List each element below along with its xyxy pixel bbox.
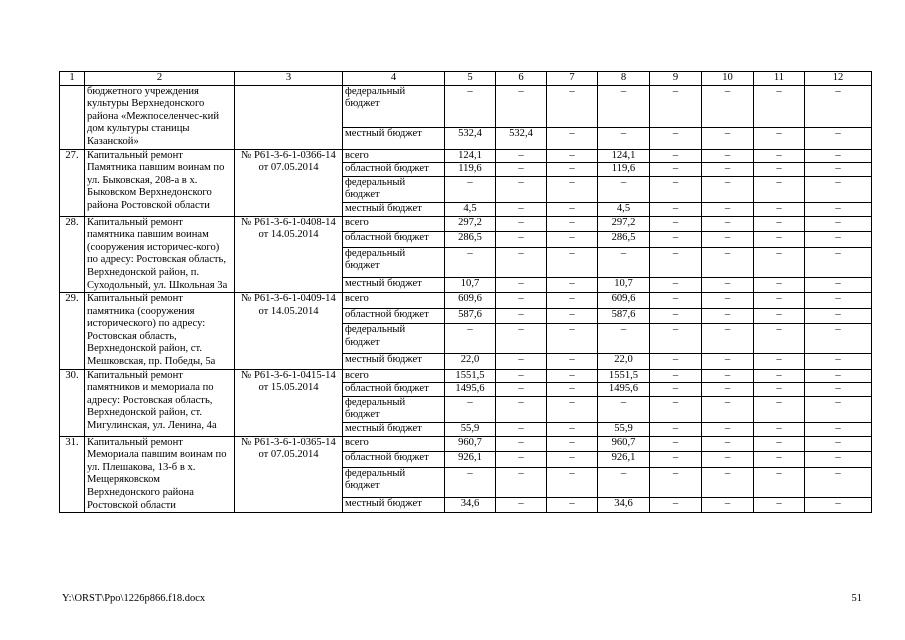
value-cell-7: – bbox=[547, 277, 598, 293]
value-cell-5: 4,5 bbox=[445, 202, 496, 216]
value-cell-10: – bbox=[702, 467, 754, 497]
header-cell: 3 bbox=[235, 72, 343, 86]
footer-file-path: Y:\ORST\Ppo\1226p866.f18.docx bbox=[62, 593, 206, 604]
value-cell-11: – bbox=[754, 127, 805, 149]
object-name-cell: Капитальный ремонт памятника павшим воинам (сооружения историчес-кого) по адресу: Ростовская область, Верхнедонской район, п. Суходольный, ул. Школьная 3а bbox=[85, 216, 235, 293]
header-cell: 9 bbox=[650, 72, 702, 86]
value-cell-8: 960,7 bbox=[598, 436, 650, 452]
page-number: 51 bbox=[851, 593, 862, 604]
document-cell: № Р61-3-6-1-0409-14 от 14.05.2014 bbox=[235, 293, 343, 370]
value-cell-8: – bbox=[598, 85, 650, 127]
header-row bbox=[60, 72, 872, 86]
value-cell-7: – bbox=[547, 149, 598, 163]
value-cell-8: 22,0 bbox=[598, 354, 650, 370]
funding-source-cell: всего bbox=[343, 216, 445, 232]
funding-source-cell: всего bbox=[343, 293, 445, 309]
value-cell-6: – bbox=[496, 216, 547, 232]
value-cell-12: – bbox=[805, 436, 872, 452]
value-cell-5: 124,1 bbox=[445, 149, 496, 163]
value-cell-6: – bbox=[496, 176, 547, 202]
header-cell: 5 bbox=[445, 72, 496, 86]
funding-source-cell: федеральный бюджет bbox=[343, 467, 445, 497]
value-cell-12: – bbox=[805, 467, 872, 497]
value-cell-5: – bbox=[445, 176, 496, 202]
value-cell-9: – bbox=[650, 383, 702, 397]
funding-source-cell: местный бюджет bbox=[343, 423, 445, 437]
row-number-cell: 29. bbox=[60, 293, 85, 370]
value-cell-5: 960,7 bbox=[445, 436, 496, 452]
value-cell-10: – bbox=[702, 85, 754, 127]
value-cell-7: – bbox=[547, 127, 598, 149]
value-cell-7: – bbox=[547, 324, 598, 354]
value-cell-9: – bbox=[650, 497, 702, 513]
value-cell-10: – bbox=[702, 452, 754, 468]
table-row bbox=[60, 293, 872, 309]
value-cell-7: – bbox=[547, 308, 598, 324]
value-cell-12: – bbox=[805, 85, 872, 127]
value-cell-7: – bbox=[547, 216, 598, 232]
funding-source-cell: областной бюджет bbox=[343, 452, 445, 468]
value-cell-12: – bbox=[805, 383, 872, 397]
funding-source-cell: местный бюджет bbox=[343, 202, 445, 216]
object-name-cell: Капитальный ремонт Памятника павшим воинам по ул. Быковская, 208-а в х. Быковском Верхнедонского района Ростовской области bbox=[85, 149, 235, 216]
value-cell-8: 286,5 bbox=[598, 232, 650, 248]
value-cell-8: 587,6 bbox=[598, 308, 650, 324]
value-cell-7: – bbox=[547, 247, 598, 277]
funding-source-cell: федеральный бюджет bbox=[343, 247, 445, 277]
value-cell-11: – bbox=[754, 247, 805, 277]
header-cell: 2 bbox=[85, 72, 235, 86]
value-cell-12: – bbox=[805, 293, 872, 309]
value-cell-10: – bbox=[702, 423, 754, 437]
value-cell-7: – bbox=[547, 423, 598, 437]
value-cell-5: 532,4 bbox=[445, 127, 496, 149]
value-cell-8: 297,2 bbox=[598, 216, 650, 232]
value-cell-11: – bbox=[754, 149, 805, 163]
value-cell-11: – bbox=[754, 383, 805, 397]
header-cell: 12 bbox=[805, 72, 872, 86]
object-name-cell: Капитальный ремонт памятника (сооружения исторического) по адресу: Ростовская область, Верхнедонской район, ст. Мешковская, пр. Победы, 5а bbox=[85, 293, 235, 370]
value-cell-12: – bbox=[805, 452, 872, 468]
row-number-cell: 27. bbox=[60, 149, 85, 216]
value-cell-5: 926,1 bbox=[445, 452, 496, 468]
value-cell-12: – bbox=[805, 163, 872, 177]
value-cell-6: – bbox=[496, 369, 547, 383]
value-cell-5: – bbox=[445, 396, 496, 422]
funding-source-cell: местный бюджет bbox=[343, 497, 445, 513]
value-cell-7: – bbox=[547, 497, 598, 513]
header-cell: 6 bbox=[496, 72, 547, 86]
value-cell-5: – bbox=[445, 247, 496, 277]
value-cell-7: – bbox=[547, 163, 598, 177]
budget-table bbox=[59, 71, 872, 513]
value-cell-9: – bbox=[650, 85, 702, 127]
value-cell-7: – bbox=[547, 369, 598, 383]
value-cell-11: – bbox=[754, 293, 805, 309]
value-cell-10: – bbox=[702, 247, 754, 277]
value-cell-9: – bbox=[650, 216, 702, 232]
value-cell-5: – bbox=[445, 85, 496, 127]
value-cell-6: – bbox=[496, 85, 547, 127]
funding-source-cell: федеральный бюджет bbox=[343, 85, 445, 127]
value-cell-9: – bbox=[650, 423, 702, 437]
funding-source-cell: федеральный бюджет bbox=[343, 324, 445, 354]
value-cell-11: – bbox=[754, 216, 805, 232]
table-row bbox=[60, 85, 872, 127]
value-cell-9: – bbox=[650, 324, 702, 354]
value-cell-9: – bbox=[650, 467, 702, 497]
value-cell-7: – bbox=[547, 85, 598, 127]
header-cell: 8 bbox=[598, 72, 650, 86]
value-cell-9: – bbox=[650, 149, 702, 163]
table-row bbox=[60, 216, 872, 232]
value-cell-10: – bbox=[702, 383, 754, 397]
value-cell-10: – bbox=[702, 127, 754, 149]
value-cell-8: – bbox=[598, 396, 650, 422]
value-cell-11: – bbox=[754, 163, 805, 177]
value-cell-7: – bbox=[547, 293, 598, 309]
value-cell-10: – bbox=[702, 293, 754, 309]
document-cell: № Р61-3-6-1-0366-14 от 07.05.2014 bbox=[235, 149, 343, 216]
header-cell: 4 bbox=[343, 72, 445, 86]
value-cell-6: 532,4 bbox=[496, 127, 547, 149]
value-cell-9: – bbox=[650, 308, 702, 324]
value-cell-11: – bbox=[754, 176, 805, 202]
value-cell-7: – bbox=[547, 232, 598, 248]
header-cell: 10 bbox=[702, 72, 754, 86]
value-cell-9: – bbox=[650, 452, 702, 468]
value-cell-9: – bbox=[650, 277, 702, 293]
value-cell-7: – bbox=[547, 396, 598, 422]
value-cell-6: – bbox=[496, 232, 547, 248]
value-cell-9: – bbox=[650, 163, 702, 177]
value-cell-6: – bbox=[496, 452, 547, 468]
value-cell-10: – bbox=[702, 369, 754, 383]
value-cell-6: – bbox=[496, 149, 547, 163]
value-cell-10: – bbox=[702, 232, 754, 248]
document-cell: № Р61-3-6-1-0415-14 от 15.05.2014 bbox=[235, 369, 343, 436]
value-cell-10: – bbox=[702, 149, 754, 163]
value-cell-6: – bbox=[496, 467, 547, 497]
value-cell-11: – bbox=[754, 369, 805, 383]
value-cell-5: 1551,5 bbox=[445, 369, 496, 383]
value-cell-11: – bbox=[754, 85, 805, 127]
value-cell-11: – bbox=[754, 308, 805, 324]
value-cell-12: – bbox=[805, 127, 872, 149]
value-cell-9: – bbox=[650, 176, 702, 202]
value-cell-9: – bbox=[650, 436, 702, 452]
value-cell-12: – bbox=[805, 308, 872, 324]
value-cell-5: 286,5 bbox=[445, 232, 496, 248]
funding-source-cell: областной бюджет bbox=[343, 383, 445, 397]
value-cell-8: 1495,6 bbox=[598, 383, 650, 397]
funding-source-cell: федеральный бюджет bbox=[343, 396, 445, 422]
value-cell-12: – bbox=[805, 247, 872, 277]
value-cell-7: – bbox=[547, 202, 598, 216]
value-cell-7: – bbox=[547, 354, 598, 370]
funding-source-cell: местный бюджет bbox=[343, 277, 445, 293]
value-cell-8: 1551,5 bbox=[598, 369, 650, 383]
value-cell-12: – bbox=[805, 396, 872, 422]
value-cell-12: – bbox=[805, 149, 872, 163]
value-cell-5: 22,0 bbox=[445, 354, 496, 370]
header-cell: 11 bbox=[754, 72, 805, 86]
value-cell-10: – bbox=[702, 308, 754, 324]
value-cell-9: – bbox=[650, 232, 702, 248]
value-cell-8: 4,5 bbox=[598, 202, 650, 216]
value-cell-11: – bbox=[754, 423, 805, 437]
value-cell-6: – bbox=[496, 423, 547, 437]
value-cell-5: 609,6 bbox=[445, 293, 496, 309]
table-row bbox=[60, 369, 872, 383]
value-cell-8: 119,6 bbox=[598, 163, 650, 177]
value-cell-5: 297,2 bbox=[445, 216, 496, 232]
header-cell: 7 bbox=[547, 72, 598, 86]
value-cell-9: – bbox=[650, 202, 702, 216]
value-cell-9: – bbox=[650, 247, 702, 277]
funding-source-cell: местный бюджет bbox=[343, 354, 445, 370]
value-cell-12: – bbox=[805, 277, 872, 293]
object-name-cell: Капитальный ремонт памятников и мемориала по адресу: Ростовская область, Верхнедонской район, ст. Мигулинская, ул. Ленина, 4а bbox=[85, 369, 235, 436]
value-cell-8: – bbox=[598, 176, 650, 202]
value-cell-6: – bbox=[496, 436, 547, 452]
value-cell-12: – bbox=[805, 324, 872, 354]
value-cell-8: 34,6 bbox=[598, 497, 650, 513]
value-cell-5: 10,7 bbox=[445, 277, 496, 293]
row-number-cell: 28. bbox=[60, 216, 85, 293]
value-cell-12: – bbox=[805, 369, 872, 383]
funding-source-cell: областной бюджет bbox=[343, 163, 445, 177]
row-number-cell: 31. bbox=[60, 436, 85, 513]
value-cell-8: – bbox=[598, 247, 650, 277]
value-cell-10: – bbox=[702, 277, 754, 293]
row-number-cell: 30. bbox=[60, 369, 85, 436]
value-cell-11: – bbox=[754, 436, 805, 452]
value-cell-11: – bbox=[754, 277, 805, 293]
value-cell-8: – bbox=[598, 127, 650, 149]
value-cell-12: – bbox=[805, 216, 872, 232]
value-cell-12: – bbox=[805, 423, 872, 437]
value-cell-7: – bbox=[547, 467, 598, 497]
value-cell-8: – bbox=[598, 324, 650, 354]
value-cell-6: – bbox=[496, 202, 547, 216]
value-cell-8: 926,1 bbox=[598, 452, 650, 468]
value-cell-11: – bbox=[754, 354, 805, 370]
value-cell-5: – bbox=[445, 467, 496, 497]
funding-source-cell: всего bbox=[343, 149, 445, 163]
value-cell-6: – bbox=[496, 293, 547, 309]
value-cell-11: – bbox=[754, 467, 805, 497]
value-cell-9: – bbox=[650, 293, 702, 309]
value-cell-5: 34,6 bbox=[445, 497, 496, 513]
value-cell-7: – bbox=[547, 383, 598, 397]
value-cell-6: – bbox=[496, 308, 547, 324]
document-cell: № Р61-3-6-1-0408-14 от 14.05.2014 bbox=[235, 216, 343, 293]
value-cell-10: – bbox=[702, 216, 754, 232]
value-cell-5: 1495,6 bbox=[445, 383, 496, 397]
value-cell-5: 55,9 bbox=[445, 423, 496, 437]
value-cell-9: – bbox=[650, 369, 702, 383]
value-cell-10: – bbox=[702, 436, 754, 452]
funding-source-cell: местный бюджет bbox=[343, 127, 445, 149]
value-cell-5: 119,6 bbox=[445, 163, 496, 177]
value-cell-11: – bbox=[754, 497, 805, 513]
value-cell-6: – bbox=[496, 354, 547, 370]
value-cell-12: – bbox=[805, 202, 872, 216]
value-cell-10: – bbox=[702, 176, 754, 202]
value-cell-8: 10,7 bbox=[598, 277, 650, 293]
value-cell-6: – bbox=[496, 277, 547, 293]
value-cell-10: – bbox=[702, 324, 754, 354]
value-cell-9: – bbox=[650, 354, 702, 370]
value-cell-12: – bbox=[805, 176, 872, 202]
value-cell-7: – bbox=[547, 452, 598, 468]
value-cell-8: 55,9 bbox=[598, 423, 650, 437]
value-cell-12: – bbox=[805, 354, 872, 370]
value-cell-8: – bbox=[598, 467, 650, 497]
value-cell-11: – bbox=[754, 452, 805, 468]
value-cell-8: 124,1 bbox=[598, 149, 650, 163]
value-cell-6: – bbox=[496, 324, 547, 354]
table-row bbox=[60, 436, 872, 452]
value-cell-8: 609,6 bbox=[598, 293, 650, 309]
funding-source-cell: областной бюджет bbox=[343, 232, 445, 248]
value-cell-11: – bbox=[754, 232, 805, 248]
value-cell-6: – bbox=[496, 396, 547, 422]
value-cell-10: – bbox=[702, 354, 754, 370]
header-cell: 1 bbox=[60, 72, 85, 86]
document-cell: № Р61-3-6-1-0365-14 от 07.05.2014 bbox=[235, 436, 343, 513]
value-cell-12: – bbox=[805, 232, 872, 248]
object-name-cell: бюджетного учреждения культуры Верхнедонского района «Межпоселенчес-кий дом культуры станицы Казанской» bbox=[85, 85, 235, 149]
value-cell-7: – bbox=[547, 436, 598, 452]
value-cell-6: – bbox=[496, 383, 547, 397]
value-cell-6: – bbox=[496, 163, 547, 177]
value-cell-11: – bbox=[754, 202, 805, 216]
funding-source-cell: федеральный бюджет bbox=[343, 176, 445, 202]
object-name-cell: Капитальный ремонт Мемориала павшим воинам по ул. Плешакова, 13-б в х. Мещеряковском Верхнедонского района Ростовской области bbox=[85, 436, 235, 513]
value-cell-10: – bbox=[702, 396, 754, 422]
value-cell-9: – bbox=[650, 127, 702, 149]
table-row bbox=[60, 149, 872, 163]
funding-source-cell: всего bbox=[343, 369, 445, 383]
value-cell-5: – bbox=[445, 324, 496, 354]
value-cell-9: – bbox=[650, 396, 702, 422]
value-cell-11: – bbox=[754, 324, 805, 354]
value-cell-10: – bbox=[702, 497, 754, 513]
value-cell-6: – bbox=[496, 497, 547, 513]
value-cell-10: – bbox=[702, 163, 754, 177]
funding-source-cell: всего bbox=[343, 436, 445, 452]
document-cell bbox=[235, 85, 343, 149]
value-cell-11: – bbox=[754, 396, 805, 422]
value-cell-7: – bbox=[547, 176, 598, 202]
funding-source-cell: областной бюджет bbox=[343, 308, 445, 324]
value-cell-5: 587,6 bbox=[445, 308, 496, 324]
row-number-cell bbox=[60, 85, 85, 149]
value-cell-10: – bbox=[702, 202, 754, 216]
value-cell-6: – bbox=[496, 247, 547, 277]
value-cell-12: – bbox=[805, 497, 872, 513]
